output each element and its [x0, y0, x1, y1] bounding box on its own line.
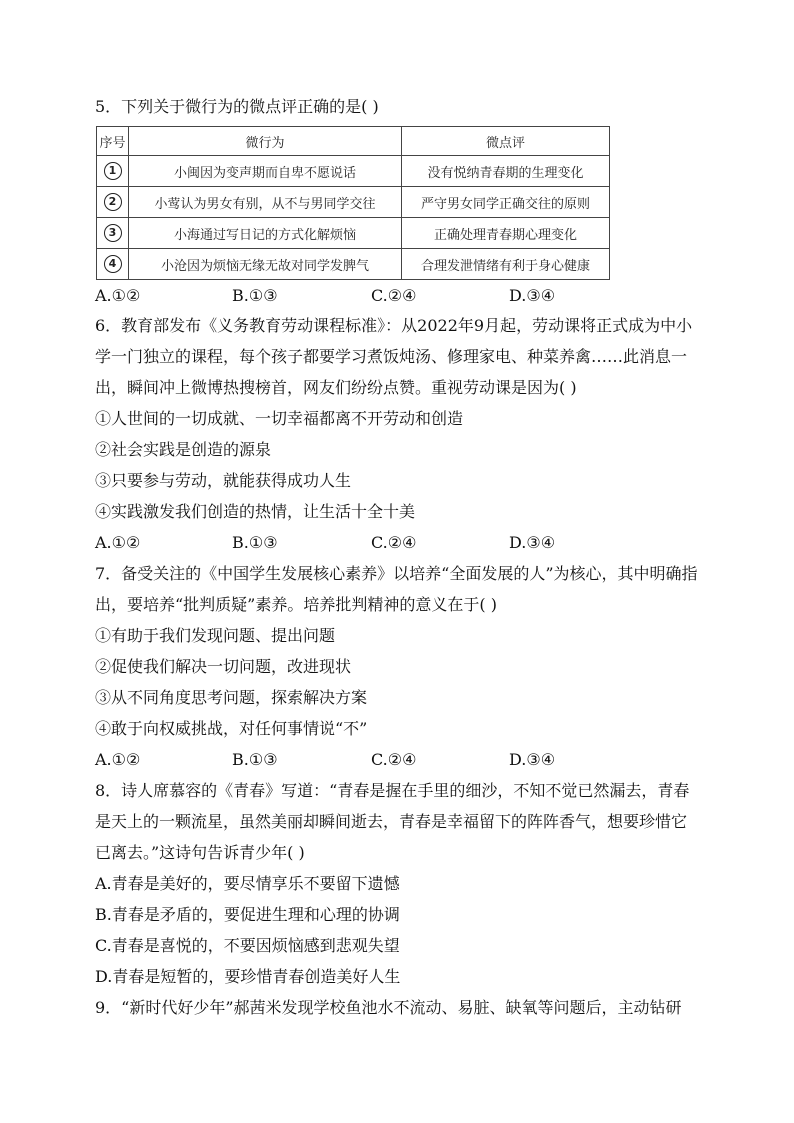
q6-option-d[interactable]: D.③④: [509, 533, 556, 552]
q6-item-3: ③只要参与劳动，就能获得成功人生: [95, 471, 352, 490]
table-row: [97, 187, 610, 218]
q5-option-a[interactable]: A.①②: [95, 286, 141, 305]
q9-stem-line-1: 9．“新时代好少年”郝茜米发现学校鱼池水不流动、易脏、缺氧等问题后，主动钻研: [95, 998, 682, 1017]
table-row: [97, 156, 610, 187]
q6-option-b[interactable]: B.①③: [232, 533, 278, 552]
table-row: [97, 218, 610, 249]
q7-options: [95, 750, 655, 770]
q6-item-1: ①人世间的一切成就、一切幸福都离不开劳动和创造: [95, 409, 464, 428]
row-number-badge: 4: [104, 255, 122, 273]
table-cell-behavior: 小海通过写日记的方式化解烦恼: [129, 218, 402, 249]
q8-option-d[interactable]: D.青春是短暂的，要珍惜青春创造美好人生: [95, 967, 401, 986]
table-cell-comment: 正确处理青春期心理变化: [402, 218, 610, 249]
table-cell-comment: 没有悦纳青春期的生理变化: [402, 156, 610, 187]
table-header-no: 序号: [97, 127, 129, 156]
q6-stem-line-3: 出，瞬间冲上微博热搜榜首，网友们纷纷点赞。重视劳动课是因为( ): [95, 378, 577, 397]
table-header-behavior: 微行为: [129, 127, 402, 156]
q8-stem-line-1: 8．诗人席慕容的《青春》写道：“青春是握在手里的细沙，不知不觉已然漏去，青春: [95, 781, 690, 800]
q5-option-d[interactable]: D.③④: [509, 286, 556, 305]
q7-item-4: ④敢于向权威挑战，对任何事情说“不”: [95, 719, 368, 738]
table-header-row: [97, 127, 610, 156]
q5-option-b[interactable]: B.①③: [232, 286, 278, 305]
q5-table: [96, 126, 610, 280]
q7-stem-line-1: 7．备受关注的《中国学生发展核心素养》以培养“全面发展的人”为核心，其中明确指: [95, 564, 698, 583]
table-cell-comment: 严守男女同学正确交往的原则: [402, 187, 610, 218]
table-cell-behavior: 小莺认为男女有别，从不与男同学交往: [129, 187, 402, 218]
q8-option-c[interactable]: C.青春是喜悦的，不要因烦恼感到悲观失望: [95, 936, 400, 955]
q6-stem-line-2: 学一门独立的课程，每个孩子都要学习煮饭炖汤、修理家电、种菜养禽……此消息一: [95, 347, 688, 366]
q5-stem: 5．下列关于微行为的微点评正确的是( ): [95, 97, 379, 116]
q7-item-3: ③从不同角度思考问题，探索解决方案: [95, 688, 368, 707]
q5-options: [95, 286, 655, 306]
q8-option-a[interactable]: A.青春是美好的，要尽情享乐不要留下遗憾: [95, 874, 400, 893]
row-number-badge: 1: [104, 162, 122, 180]
q6-item-4: ④实践激发我们创造的热情，让生活十全十美: [95, 502, 416, 521]
row-number-badge: 3: [104, 224, 122, 242]
table-cell-behavior: 小闽因为变声期而自卑不愿说话: [129, 156, 402, 187]
q8-stem-line-3: 已离去。”这诗句告诉青少年( ): [95, 843, 305, 862]
row-number-badge: 2: [104, 193, 122, 211]
q7-stem-line-2: 出，要培养“批判质疑”素养。培养批判精神的意义在于( ): [95, 595, 497, 614]
q7-item-1: ①有助于我们发现问题、提出问题: [95, 626, 336, 645]
q6-item-2: ②社会实践是创造的源泉: [95, 440, 272, 459]
table-cell-behavior: 小沧因为烦恼无缘无故对同学发脾气: [129, 249, 402, 280]
table-header-comment: 微点评: [402, 127, 610, 156]
table-cell-comment: 合理发泄情绪有利于身心健康: [402, 249, 610, 280]
q7-item-2: ②促使我们解决一切问题，改进现状: [95, 657, 352, 676]
table-row: [97, 249, 610, 280]
q6-options: [95, 533, 655, 553]
q5-option-c[interactable]: C.②④: [371, 286, 417, 305]
q8-stem-line-2: 是天上的一颗流星，虽然美丽却瞬间逝去，青春是幸福留下的阵阵香气，想要珍惜它: [95, 812, 688, 831]
q6-option-c[interactable]: C.②④: [371, 533, 417, 552]
q7-option-a[interactable]: A.①②: [95, 750, 141, 769]
q6-option-a[interactable]: A.①②: [95, 533, 141, 552]
q7-option-b[interactable]: B.①③: [232, 750, 278, 769]
q8-option-b[interactable]: B.青春是矛盾的，要促进生理和心理的协调: [95, 905, 400, 924]
q6-stem-line-1: 6．教育部发布《义务教育劳动课程标准》：从2022年9月起，劳动课将正式成为中小: [95, 316, 693, 335]
q7-option-d[interactable]: D.③④: [509, 750, 556, 769]
q7-option-c[interactable]: C.②④: [371, 750, 417, 769]
